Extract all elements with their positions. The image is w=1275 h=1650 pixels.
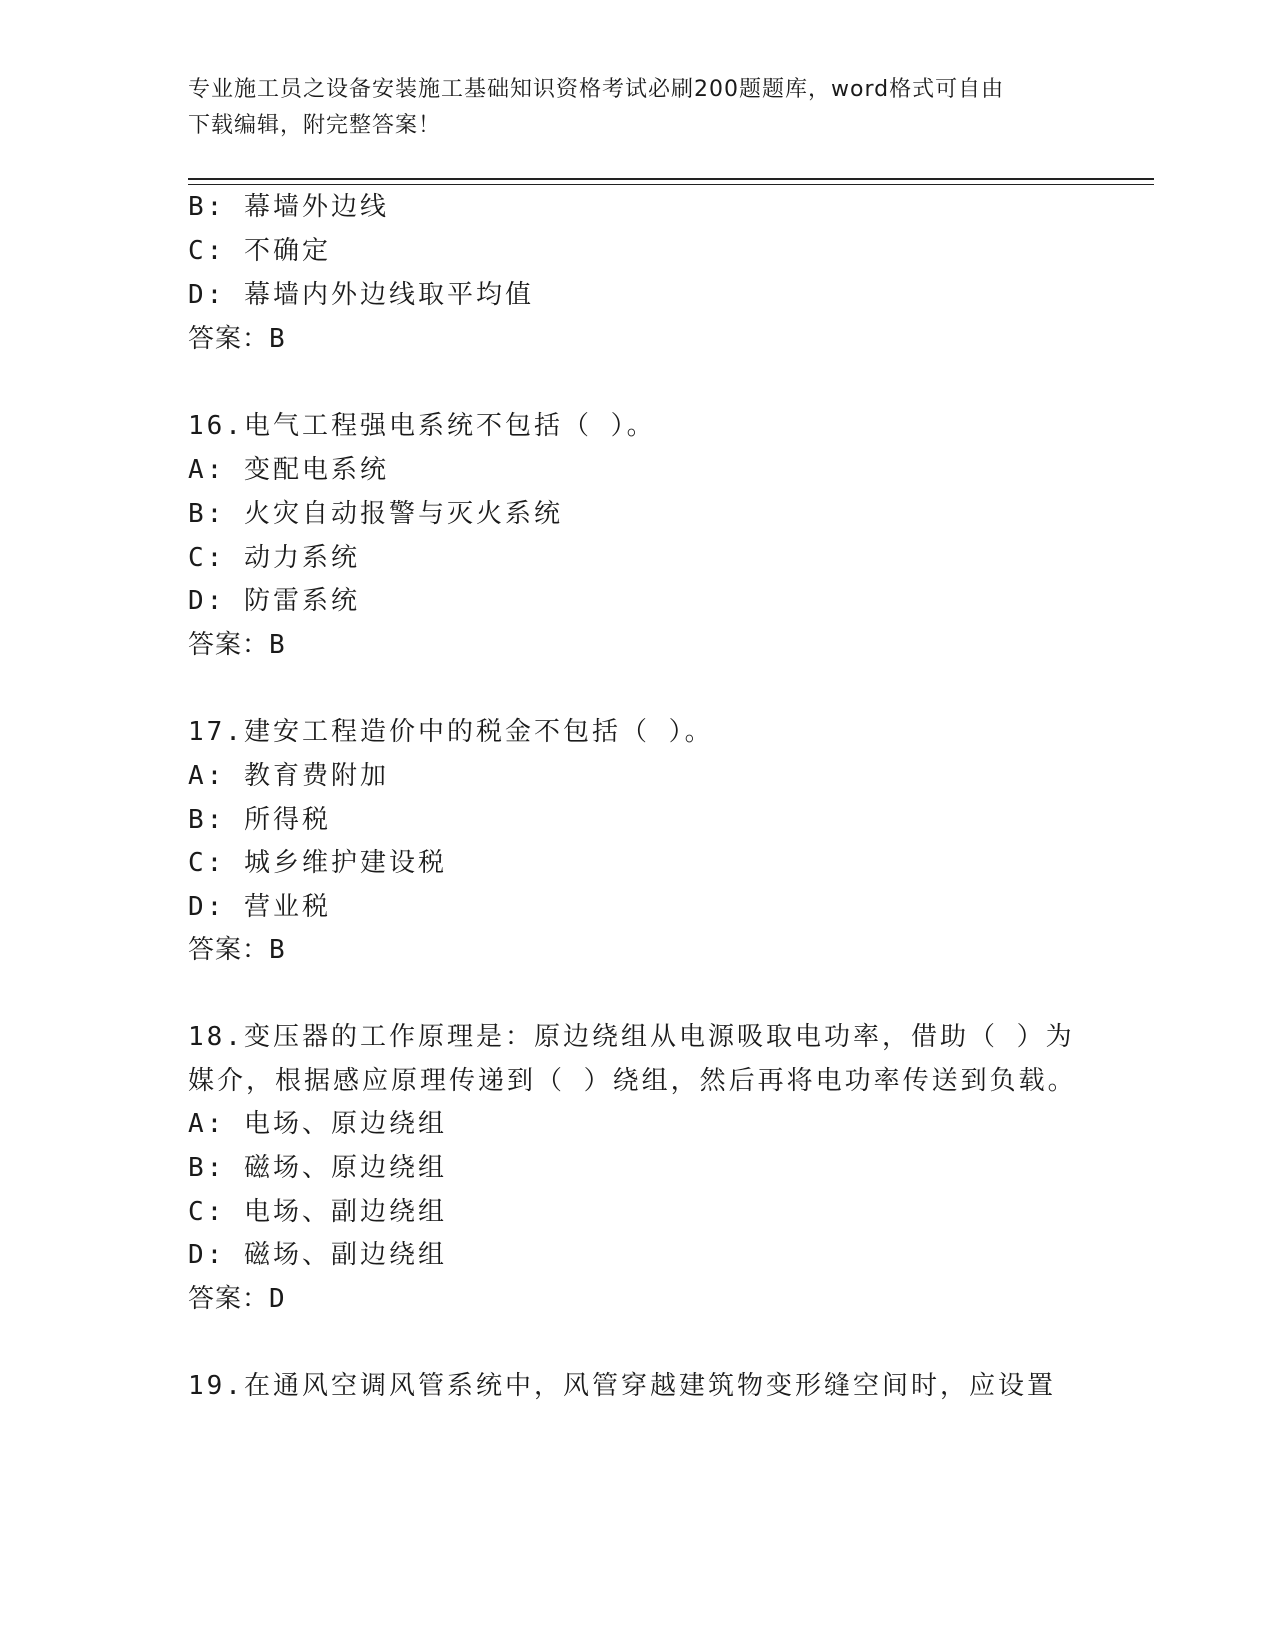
q16-option-a: A: 变配电系统 (188, 455, 389, 485)
q18-answer: 答案：D (188, 1284, 286, 1314)
q17-option-c: C: 城乡维护建设税 (188, 848, 447, 878)
q17-answer: 答案：B (188, 935, 286, 965)
header-line-1: 专业施工员之设备安装施工基础知识资格考试必刷200题题库，word格式可自由 (188, 77, 1005, 102)
q16-option-c: C: 动力系统 (188, 543, 360, 573)
document-header (188, 72, 1068, 144)
q17-option-a: A: 教育费附加 (188, 761, 389, 791)
q15-answer: 答案：B (188, 324, 286, 354)
header-line-2: 下载编辑，附完整答案！ (188, 113, 442, 138)
q19-stem-line-1: 19.在通风空调风管系统中，风管穿越建筑物变形缝空间时，应设置 (188, 1371, 1056, 1401)
q16-option-d: D: 防雷系统 (188, 586, 360, 616)
q16-answer: 答案：B (188, 630, 286, 660)
q15-option-d: D: 幕墙内外边线取平均值 (188, 280, 534, 310)
q15-option-b: B: 幕墙外边线 (188, 192, 389, 222)
q16-option-b: B: 火灾自动报警与灭火系统 (188, 499, 563, 529)
q15-option-c: C: 不确定 (188, 236, 331, 266)
q18-option-a: A: 电场、原边绕组 (188, 1109, 447, 1139)
q18-option-c: C: 电场、副边绕组 (188, 1197, 447, 1227)
q17-option-d: D: 营业税 (188, 892, 331, 922)
q16-stem: 16.电气工程强电系统不包括（ ）。 (188, 411, 656, 441)
q17-option-b: B: 所得税 (188, 805, 331, 835)
q18-option-b: B: 磁场、原边绕组 (188, 1153, 447, 1183)
q18-option-d: D: 磁场、副边绕组 (188, 1240, 447, 1270)
q18-stem-line-2: 媒介，根据感应原理传递到（ ）绕组，然后再将电功率传送到负载。 (188, 1066, 1077, 1096)
header-divider (188, 178, 1154, 185)
q18-stem-line-1: 18.变压器的工作原理是：原边绕组从电源吸取电功率，借助（ ）为 (188, 1022, 1075, 1052)
q17-stem: 17.建安工程造价中的税金不包括（ ）。 (188, 717, 714, 747)
